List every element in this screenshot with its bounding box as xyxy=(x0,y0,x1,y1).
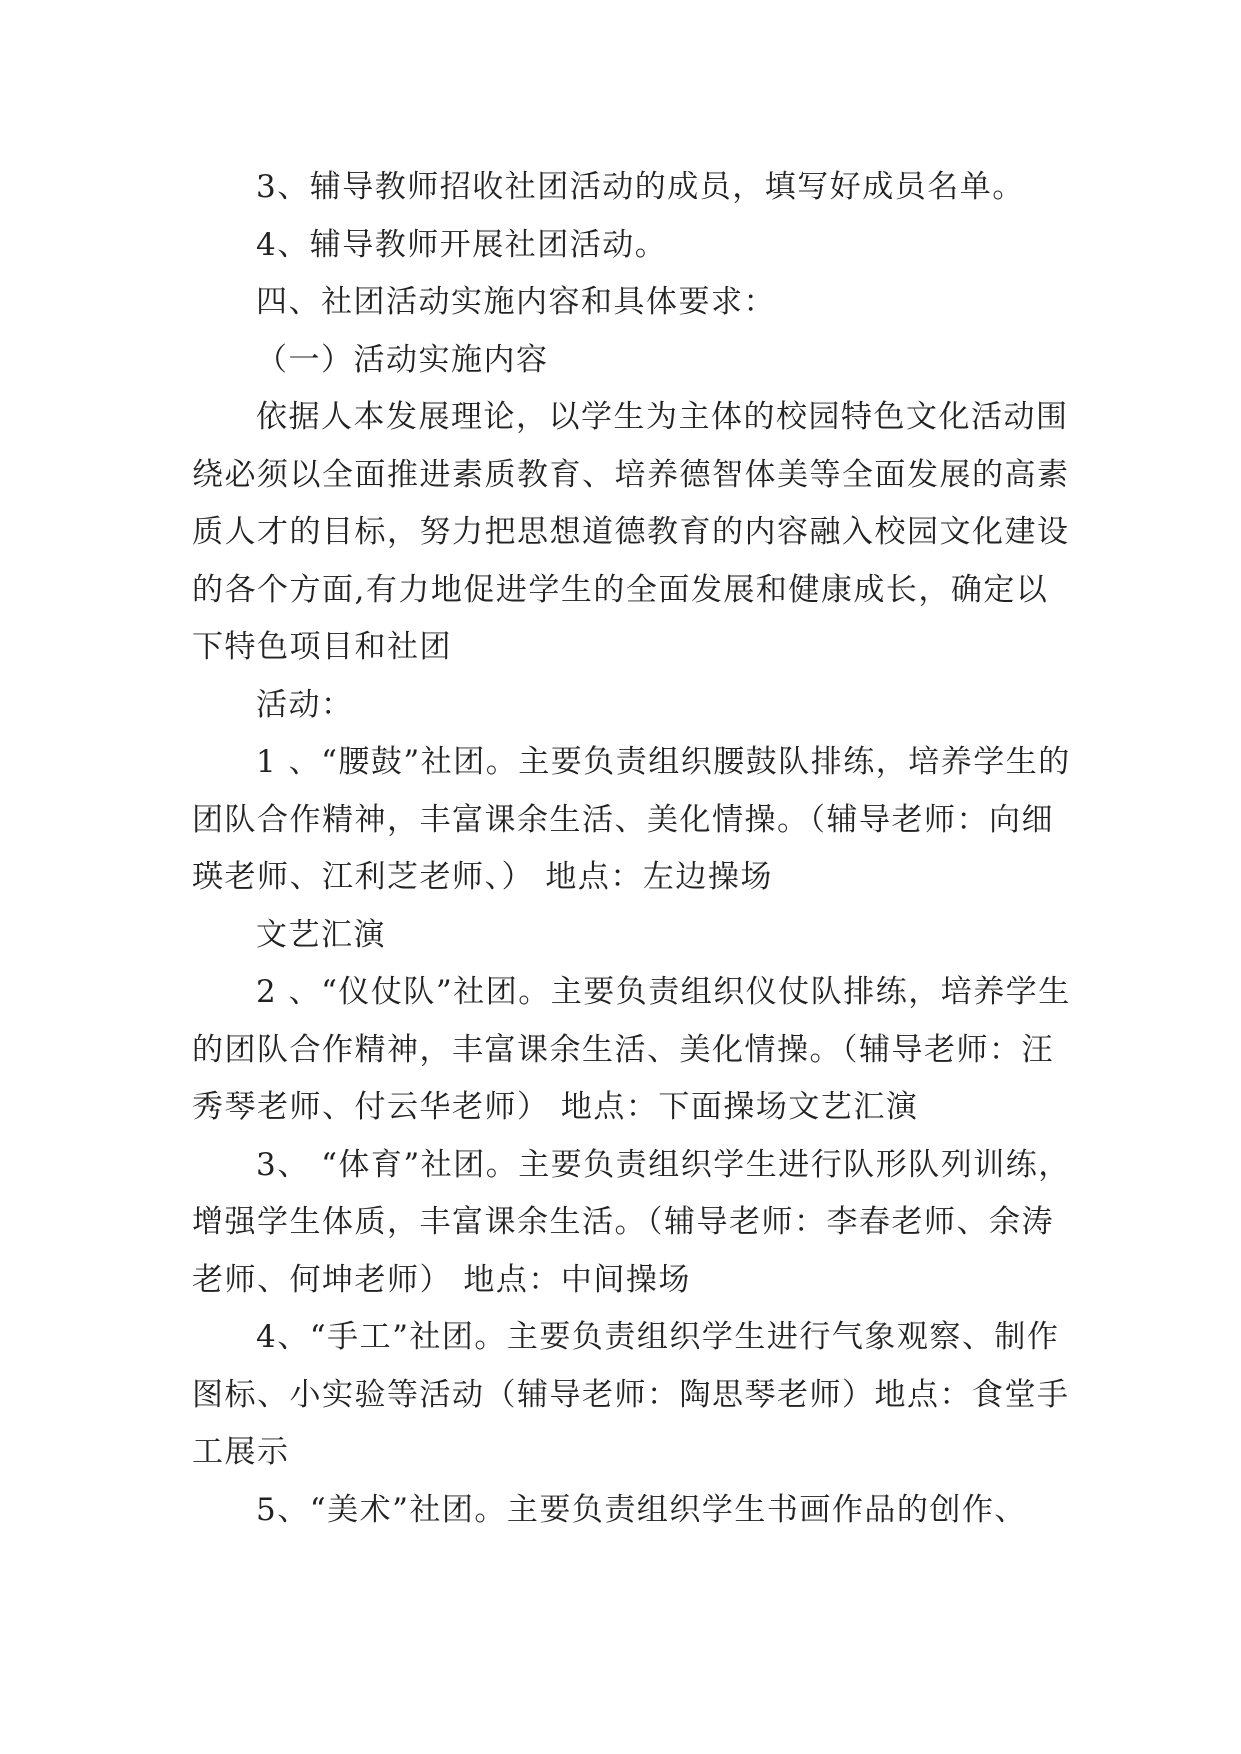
paragraph-club-honor-guard: 2 、“仪仗队”社团。主要负责组织仪仗队排练，培养学生的团队合作精神，丰富课余生活、美化情操。（辅导老师：汪秀琴老师、付云华老师） 地点：下面操场文艺汇演 xyxy=(192,974,1071,1125)
paragraph-club-art: 5、“美术”社团。主要负责组织学生书画作品的创作、 xyxy=(256,1491,1027,1528)
paragraph-performance-note-1: 文艺汇演 xyxy=(256,916,386,953)
document-body xyxy=(192,159,1072,1539)
paragraph-carry-out-activities: 4、辅导教师开展社团活动。 xyxy=(256,226,668,263)
section-heading-content-requirements: 四、社团活动实施内容和具体要求： xyxy=(256,284,776,320)
paragraph-club-sports: 3、 “体育”社团。主要负责组织学生进行队形队列训练，增强学生体质，丰富课余生活。（辅导老师：李春老师、余涛老师、何坤老师） 地点：中间操场 xyxy=(192,1146,1071,1298)
paragraph-recruit-members: 3、辅导教师招收社团活动的成员，填写好成员名单。 xyxy=(256,169,1025,205)
paragraph-club-handcraft: 4、“手工”社团。主要负责组织学生进行气象观察、制作图标、小实验等活动（辅导老师：陶思琴老师）地点：食堂手工展示 xyxy=(192,1319,1070,1470)
subsection-heading-activity-content: （一）活动实施内容 xyxy=(256,341,549,378)
paragraph-theory-basis: 依据人本发展理论，以学生为主体的校园特色文化活动围绕必须以全面推进素质教育、培养德智体美等全面发展的高素质人才的目标，努力把思想道德教育的内容融入校园文化建设的各个方面,有力地促进学生的全面发展和健康成长，确定以下特色项目和社团 xyxy=(192,399,1070,665)
paragraph-club-waist-drum: 1 、“腰鼓”社团。主要负责组织腰鼓队排练，培养学生的团队合作精神，丰富课余生活、美化情操。（辅导老师：向细瑛老师、江利芝老师、） 地点：左边操场 xyxy=(192,744,1071,895)
paragraph-activities-label: 活动： xyxy=(256,686,354,723)
